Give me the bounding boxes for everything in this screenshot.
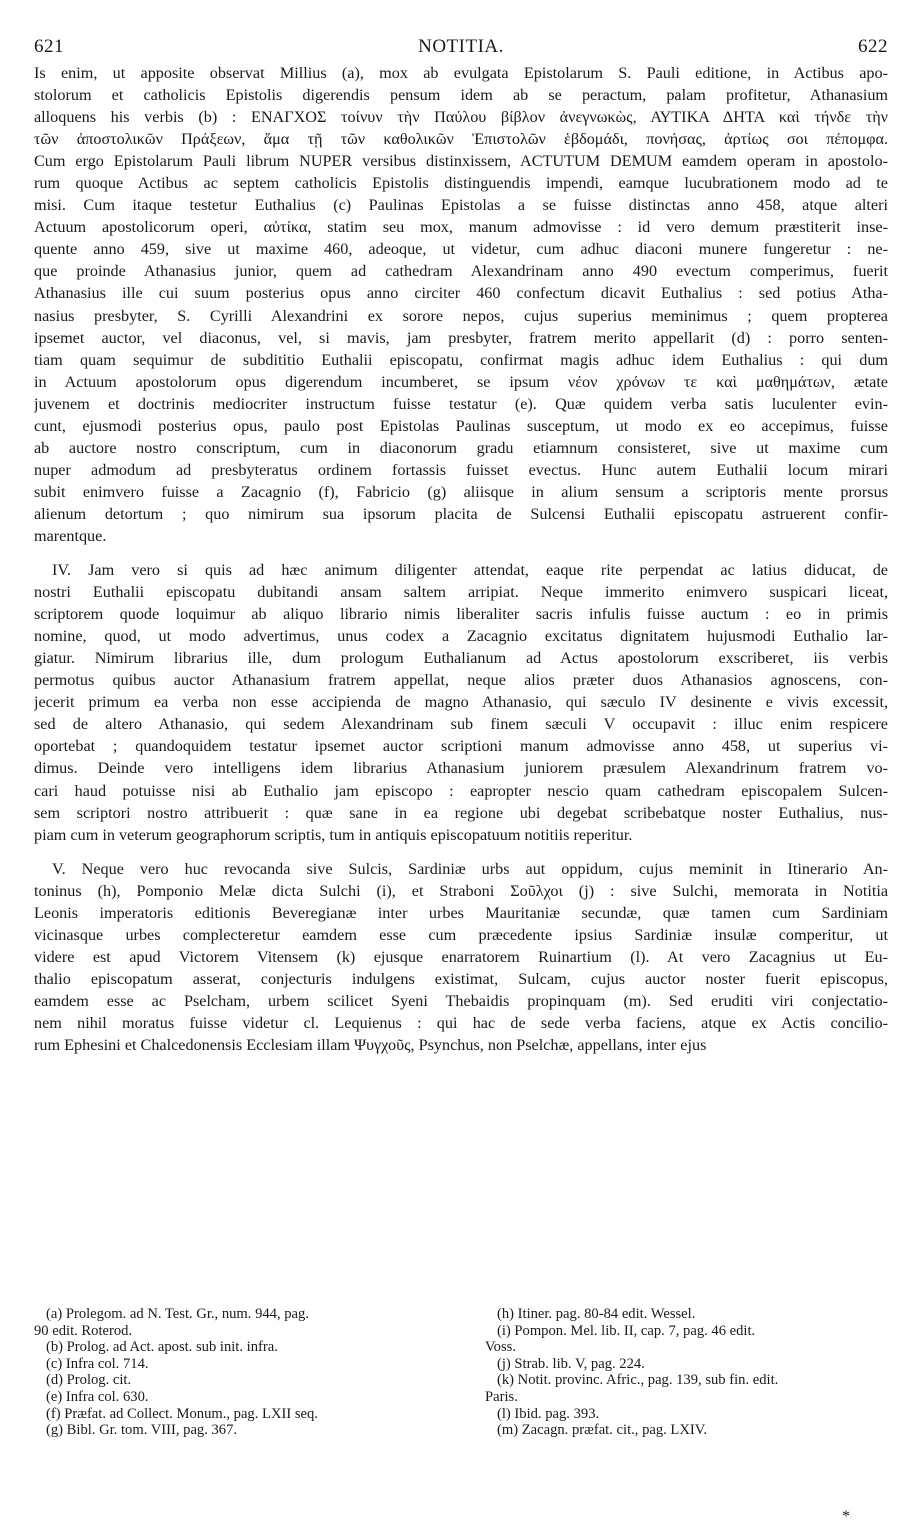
footnotes-right-column [485, 1306, 892, 1439]
footnote-line: (f) Præfat. ad Collect. Monum., pag. LXII seq. [46, 1405, 318, 1422]
column-number-left: 621 [34, 36, 64, 57]
text-line: subit enimvero fuisse a Zacagnio (f), Fabricio (g) aliisque in alium sensum a scriptoris mente prorsus [34, 482, 888, 501]
text-line: Actuum apostolicorum operi, αὐτίκα, statim seu mox, manum admovisse : id vero demum præstiterit inse- [34, 218, 888, 237]
text-line: vicinasque urbes complecteretur eamdem esse cum præcedente ipsius Sardiniæ insulæ comperitur, ut [34, 925, 888, 944]
text-line: scriptorem quode loquimur ab aliquo librario nimis liberaliter sacris infulis fuisse auctum : eo in primis [34, 605, 888, 624]
text-line: Athanasius ille cui suum posterius opus anno circiter 460 confectum dicavit Euthalius : sed potius Atha- [34, 284, 888, 303]
text-line: oportebat ; quandoquidem testatur ipsemet auctor scriptioni manum admovisse anno 458, ut superius vi- [34, 737, 888, 756]
text-line: alloquens his verbis (b) : ΕΝΑΓΧΟΣ τοίνυν τὴν Παύλου βίβλον ἀνεγνωκὼς, ΑΥΤΙΚΑ ΔΗΤΑ καὶ τήνδε τὴν [34, 108, 888, 127]
text-line: quente anno 459, sive ut maxime 460, adeoque, ut videtur, cum adhuc diaconi munere fungeretur : ne- [34, 240, 888, 259]
text-line: sed de altero Athanasio, qui sedem Alexandrinam sub finem sæculi V occupavit : illuc enim respicere [34, 715, 888, 734]
main-text [34, 62, 888, 1056]
text-line: nuper admodum ad presbyteratus ordinem fortassis fuisset evectus. Hunc autem Euthalii locum mirari [34, 460, 888, 479]
footnote-line: Voss. [485, 1339, 516, 1356]
text-line: thalio episcopatum asserat, conjecturis indulgens existimat, Sulcam, cujus auctor noster fuerit episcopus, [34, 969, 888, 988]
text-line: marentque. [34, 526, 107, 545]
text-line: eamdem esse ac Pselcham, urbem scilicet Syeni Thebaidis propinquam (m). Sed eruditi viri conjectatio- [34, 991, 888, 1010]
text-line: IV. Jam vero si quis ad hæc animum diligenter attendat, eaque rite perpendat ac latius diducat, de [52, 561, 888, 580]
footnote-line: (g) Bibl. Gr. tom. VIII, pag. 367. [46, 1422, 238, 1439]
text-line: tiam quam sequimur de subdititio Euthalii episcopatu, confirmat magis adhuc idem Euthalius : qui dum [34, 350, 888, 369]
text-line: juvenem et doctrinis mediocriter instructum fuisse testatur (e). Quæ quidem verba satis luculenter evin- [34, 394, 888, 413]
end-mark: * [842, 1508, 850, 1525]
footnote-line: (c) Infra col. 714. [46, 1355, 149, 1372]
footnote-line: (b) Prolog. ad Act. apost. sub init. infra. [46, 1339, 278, 1356]
text-line: permotus quibus auctor Athanasium fratrem appellat, neque alios præter duos Athanasios agnoscens, con- [34, 671, 888, 690]
text-line: rum quoque Actibus ac septem catholicis Epistolis distinguendis impendi, eamque lucubrationem modo ad te [34, 174, 888, 193]
text-line: nem nihil moratus fuisse videtur cl. Lequienus : qui hac de sede verba faciens, atque ex Actis concilio- [34, 1013, 888, 1032]
text-line: nasius presbyter, S. Cyrilli Alexandrini ex sorore nepos, cujus superius meminimus ; quem propterea [34, 306, 888, 325]
text-line: dimus. Deinde vero intelligens idem librarius Athanasium juniorem præsulem Alexandrinum fratrem vo- [34, 759, 888, 778]
paragraph-continued [34, 62, 888, 547]
text-line: stolorum et catholicis Epistolis digerendis pensum idem ab se peractum, palam profitetur, Athanasium [34, 86, 888, 105]
footnote-line: (j) Strab. lib. V, pag. 224. [497, 1355, 645, 1372]
running-head [34, 36, 888, 62]
footnote-line: (m) Zacagn. præfat. cit., pag. LXIV. [497, 1422, 708, 1439]
paragraph-section-v [34, 858, 888, 1056]
text-line: rum Ephesini et Chalcedonensis Ecclesiam illam Ψυγχοῦς, Psynchus, non Pselchæ, appellans, inter ejus [34, 1036, 707, 1055]
paragraph-section-iv [34, 559, 888, 846]
text-line: videre est apud Victorem Vitensem (k) ejusque enarratorem Ruinartium (l). At vero Zacagnius ut Eu- [34, 947, 888, 966]
text-line: ipsemet auctor, vel diaconus, vel, si mavis, jam presbyter, fratrem merito appellarit (d) : porro senten- [34, 328, 888, 347]
footnote-line: (e) Infra col. 630. [46, 1388, 149, 1405]
footnotes-left-column [34, 1306, 451, 1439]
text-line: in Actuum apostolorum opus digerendum incumberet, se ipsum νέον χρόνων τε καὶ μαθημάτων, ætate [34, 372, 888, 391]
text-line: τῶν ἀποστολικῶν Πράξεων, ἅμα τῇ τῶν καθολικῶν Ἐπιστολῶν ἑβδομάδι, πονήσας, ἀρτίως σοι πέπομφα. [34, 130, 888, 149]
footnote-line: (i) Pompon. Mel. lib. II, cap. 7, pag. 46 edit. [497, 1322, 756, 1339]
text-line: nomine, quod, ut modo advertimus, unus codex a Zacagnio excitatus dignitatem hujusmodi Euthalio lar- [34, 627, 888, 646]
text-line: sem scriptori nostro attribuerit : quæ sane in ea regione ubi degebat scribebatque noster Euthalius, nus- [34, 803, 888, 822]
footnote-line: Paris. [485, 1388, 518, 1405]
footnote-line: (l) Ibid. pag. 393. [497, 1405, 600, 1422]
running-title: NOTITIA. [418, 36, 504, 57]
text-line: Leonis imperatoris editionis Beveregianæ inter urbes Mauritaniæ secundæ, quæ tamen cum Sardiniam [34, 903, 888, 922]
footnote-line: 90 edit. Roterod. [34, 1322, 133, 1339]
text-line: V. Neque vero huc revocanda sive Sulcis, Sardiniæ urbs aut oppidum, cujus meminit in Itinerario An- [52, 859, 888, 878]
text-line: misi. Cum itaque testetur Euthalius (c) Paulinas Epistolas a se fuisse distinctas anno 458, atque alteri [34, 196, 888, 215]
text-line: Cum ergo Epistolarum Pauli librum NUPER versibus distinxissem, ACTUTUM DEMUM eamdem operam in apostolo- [34, 152, 888, 171]
text-line: toninus (h), Pomponio Melæ dicta Sulchi (i), et Straboni Σοῦλχοι (j) : sive Sulchi, memorata in Notitia [34, 881, 888, 900]
text-line: piam cum in veterum geographorum scriptis, tum in antiquis episcopatuum notitiis reperitur. [34, 825, 633, 844]
footnote-line: (a) Prolegom. ad N. Test. Gr., num. 944, pag. [46, 1306, 309, 1322]
text-line: Is enim, ut apposite observat Millius (a), mox ab evulgata Epistolarum S. Pauli editione, in Actibus apo- [34, 64, 888, 82]
text-line: ab auctore nostro conscriptum, cum in diaconorum gradu etiamnum consisteret, sive ut maxime cum [34, 438, 888, 457]
text-line: que proinde Athanasius junior, quem ad cathedram Alexandrinam anno 490 evectum comperimus, fuerit [34, 262, 888, 281]
footnote-line: (d) Prolog. cit. [46, 1372, 132, 1389]
footnote-line: (k) Notit. provinc. Afric., pag. 139, sub fin. edit. [497, 1372, 779, 1389]
footnote-line: (h) Itiner. pag. 80-84 edit. Wessel. [497, 1306, 696, 1322]
text-line: jecerit primum ea verba non esse accipienda de magno Athanasio, qui sæculo IV desinente e vivis excessit, [34, 693, 888, 712]
text-line: cunt, ejusmodi posterius opus, paulo post Epistolas Paulinas susceptum, ut modo ex eo accepimus, fuisse [34, 416, 888, 435]
text-line: alienum detortum ; quo nimirum sua ipsorum placita de Sulcensi Euthalii episcopatu astruerent confir- [34, 504, 888, 523]
text-line: cari haud potuisse nisi ab Euthalio jam episcopo : eapropter nescio quam cathedram episcopalem Sulcen- [34, 781, 888, 800]
text-line: nostri Euthalii episcopatu dubitandi ansam saltem arripiat. Neque immerito enimvero suspicari liceat, [34, 583, 888, 602]
column-number-right: 622 [858, 36, 888, 57]
text-line: giatur. Nimirum librarius ille, dum prologum Euthalianum ad Actus apostolorum exscriberet, iis verbis [34, 649, 888, 668]
